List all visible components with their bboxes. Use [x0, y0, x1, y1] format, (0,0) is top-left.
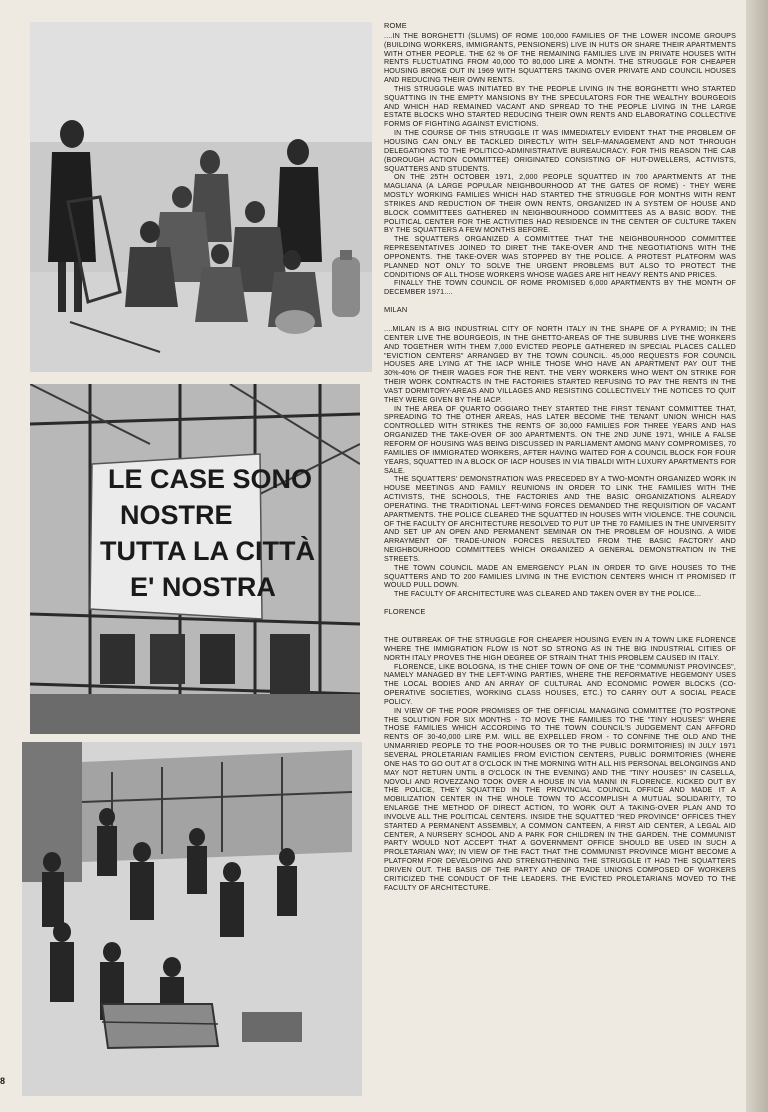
rome-paragraph-2: THIS STRUGGLE WAS INITIATED BY THE PEOPLE LIVING IN THE BORGHETTI WHO STARTED SQUATTING IN THE EMPTY MANSIONS BY THE SPECULATORS FOR THE WEALTHY BOURGEOIS AND WHICH HAD REMAINED VACANT AND SPREAD TO THE PEOPLE LIVING IN THE LARGE ESTATE BLOCKS WHO STARTED REDUCING THEIR OWN RENTS AND ELABORATING COLLECTIVE FORMS OF FIGHTING AGAINST EVICTIONS. — [384, 84, 736, 129]
milan-paragraph-5: THE FACULTY OF ARCHITECTURE WAS CLEARED AND TAKEN OVER BY THE POLICE... — [394, 590, 702, 599]
photo-squatter-family — [30, 22, 372, 372]
rome-paragraph-5: THE SQUATTERS ORGANIZED A COMMITTEE THAT THE NEIGHBOURHOOD COMMITTEE REPRESENTATIVES JOINED TO DIRET THE TAKE-OVER AND THE NEGOTIATIONS WITH THE OPPONENTS. THE TAKE-OVER WAS STOPPED BY THE POLICE. A PROTEST PLATFORM WAS PLANNED NOT ONLY TO SOLVE THE URGENT PROBLEMS BUT ALSO TO PROTECT THE CONDITIONS OF ALL THOSE WORKERS WHOSE WAGES ARE HIT HEAVY RENTS AND PRICES. — [384, 235, 736, 279]
photo-street-crowd — [22, 742, 362, 1096]
banner-line-4: E' NOSTRA — [130, 572, 276, 602]
milan-paragraph-3: THE SQUATTERS' DEMONSTRATION WAS PRECEDED BY A TWO-MONTH ORGANIZED WORK IN HOUSE MEETINGS AND FAMILY REUNIONS IN ORDER TO LINK THE FAMILIES WITH THE ACTIVISTS, THE SCHOOLS, THE FACTORIES AND THE BASIC ORGANIZATIONS ALREADY OPERATING. THE TRADITIONAL LEFT-WING FORCES DEMANDED THE REQUISITION OF VACANT APARTMENTS. THE POLICE CLEARED THE SQUATTED IN HOUSES WITH VIOLENCE. THE COUNCIL OF THE FACULTY OF ARCHITECTURE RESOLVED TO PUT UP THE 70 FAMILIES IN THE UNIVERSITY AND SET UP AN OPEN AND PERMANENT SEMINAR ON THE PROBLEM OF HOUSING. A WIDE ARRAYMENT OF TRADE-UNION FORCES RESULTED FROM THE BASIC FACTORY AND NEIGHBOURHOOD COMMITTEES WHICH ORGANIZED A GENERAL DEMONSTRATION IN THE STREETS. — [384, 475, 736, 563]
rome-paragraph-3: IN THE COURSE OF THIS STRUGGLE IT WAS IMMEDIATELY EVIDENT THAT THE PROBLEM OF HOUSING CAN ONLY BE TACKLED DIRECTLY WITH SELF-MANAGEMENT AND NOT THROUGH DELEGATIONS TO THE POLITICO-ADMINISTRATIVE BUREAUCRACY. FOR THIS REASON THE CAB (BOROUGH ACTION COMMITTEE) ORIGINATED CONSISTING OF HUT-DWELLERS, ACTIVISTS, SQUATTERS AND STUDENTS. — [384, 129, 736, 173]
rome-paragraph-6: FINALLY THE TOWN COUNCIL OF ROME PROMISED 6,000 APARTMENTS BY THE MONTH OF DECEMBER 1971.... — [384, 279, 736, 297]
milan-paragraph-4: THE TOWN COUNCIL MADE AN EMERGENCY PLAN IN ORDER TO GIVE HOUSES TO THE SQUATTERS AND TO 200 FAMILIES LIVING IN THE EVICTION CENTERS WHICH IT PROMISED IT WOULD PULL DOWN. — [384, 563, 736, 590]
banner-line-2: NOSTRE — [120, 500, 233, 530]
article-text-column — [384, 22, 736, 1102]
rome-paragraph-4: ON THE 25TH OCTOBER 1971, 2,000 PEOPLE SQUATTED IN 700 APARTMENTS AT THE MAGLIANA (A LARGE POPULAR NEIGHBOURHOOD AT THE GATES OF ROME) - THEY WERE MOSTLY WORKING FAMILIES WHICH HAD STARTED THE STRUGGLE FOR MONTHS WITH RENT STRIKES AND REDUCTION OF THEIR OWN RENTS, ORGANIZED IN A SYSTEM OF HOUSE AND BLOCK COMMITTEES GATHERED IN NEIGHBOURHOOD COMMITTEES AS A BASIC BODY. THE POLITICAL CENTER FOR THE ACTIVITIES HAD RESIDENCE IN THE CENTER OF CULTURE TAKEN BY THE SQUATTERS A FEW MONTHS BEFORE. — [384, 173, 736, 235]
banner-line-1: LE CASE SONO — [108, 464, 313, 494]
milan-paragraph-2: IN THE AREA OF QUARTO OGGIARO THEY STARTED THE FIRST TENANT COMMITTEE THAT, SPREADING TO THE OTHER AREAS, HAS LATER BECOME THE TENANT UNION WHICH HAS CONTROLLED WITH STRIKES THE RENTS OF 30,000 FAMILIES FOR THREE YEARS AND HAS ORGANIZED THE TAKE-OVER OF 300 APARTMENTS. ON THE 2ND JUNE 1971, WHILE A FALSE REFORM OF HOUSING WAS BEING DISCUSSED IN PARLIAMENT AMONG MANY COMPROMISES, 70 FAMILIES OF IMMIGRATED WORKERS, AFTER HAVING WAITED FOR A COUNCIL BLOCK FOR FOUR YEARS, SQUATTED IN A BLOCK OF IACP HOUSES IN VIA TIBALDI WITH LUXURY APARTMENTS FOR SALE. — [384, 404, 736, 475]
florence-paragraph-1: THE OUTBREAK OF THE STRUGGLE FOR CHEAPER HOUSING EVEN IN A TOWN LIKE FLORENCE WHERE THE IMMIGRATION FLOW IS NOT SO STRONG AS IN THE BIG INDUSTRIAL CITIES OF NORTH ITALY PROVES THE HIGH DEGREE OF STRAIN THAT THIS PROBLEM CAUSED IN ITALY. — [384, 636, 736, 662]
page-number: 8 — [0, 1076, 6, 1086]
milan-paragraph-1: ....MILAN IS A BIG INDUSTRIAL CITY OF NORTH ITALY IN THE SHAPE OF A PYRAMID; IN THE CENTER LIVE THE BOURGEOIS, IN THE GHETTO-AREAS OF THE SUBURBS LIVE THE WORKERS AND TOGETHER WITH THEM 7,000 EVICTED PEOPLE GATHERED IN SPECIAL PLACES CALLED "EVICTION CENTERS" ARRANGED BY THE TOWN COUNCIL. 45,000 REQUESTS FOR COUNCIL HOUSES ARE LYING AT THE IACP WHILE THOSE WHO HAVE AN APARTMENT PAY OUT THE 30%-40% OF THEIR WAGES FOR THE RENT. THE VERY WORKERS WHO WENT ON STRIKE FOR THEIR WORK CONTRACTS IN THE FACTORIES STARTED REFUSING TO PAY THE RENTS IN THE VAST DORMITORY-AREAS AND VILLAGES AND RESISTING COLLECTIVELY THE NOTICES TO QUIT THEY WERE GIVEN BY THE IACP. — [384, 325, 736, 404]
section-heading-milan: MILAN — [384, 305, 408, 315]
photo-protest-banner — [30, 384, 360, 734]
section-heading-florence: FLORENCE — [384, 607, 426, 617]
florence-paragraph-3: IN VIEW OF THE POOR PROMISES OF THE OFFICIAL MANAGING COMMITTEE (TO POSTPONE THE SOLUTION FOR SIX MONTHS - TO MOVE THE FAMILIES TO THE "TINY HOUSES" WHERE THOSE FAMILIES WHICH ACCORDING TO THE TOWN COUNCIL'S JUDGEMENT CAN AFFORD RENTS OF 30-40,000 LIRE P.M. WILL BE EXPELLED FROM - TO CONFINE THE OLD AND THE UNMARRIED PEOPLE TO THE POOR-HOUSES OR TO THE PUBLIC DORMITORIES) IN JULY 1971 SEVERAL PROLETARIAN FAMILIES FROM EVICTION CENTERS, PUBLIC DORMITORIES (WHERE ONE HAS TO GO OUT AT 8 O'CLOCK IN THE MORNING WITH ALL HIS PERSONAL BELONGINGS AND MAY NOT RETURN UNTIL 8 O'CLOCK IN THE EVENING) AND THE "TINY HOUSES" IN CASELLA, NOVOLI AND ROVEZZANO TOOK OVER A HOUSE IN VIA MANNI IN FLORENCE. KICKED OUT BY THE POLICE, THEY SQUATTED IN THE PROVINCIAL COUNCIL OFFICE AND MADE IT A MOBILIZATION CENTER IN THE WHOLE TOWN TO ACCOMPLISH A MUTUAL SOLIDARITY, TO ENLARGE THE METHOD OF DIRECT ACTION, TO WORK OUT A TAKING-OVER PLAN AND TO INVOLVE ALL THE POLITICAL CENTERS. INSIDE THE SQUATTED "RED PROVINCE" OFFICES THEY STARTED A PERMANENT ASSEMBLY, A COMMON CANTEEN, A FIRST AID CENTER, A LEGAL AID CENTER, A NURSERY SCHOOL AND A PARK FOR CHILDREN IN THE GARDEN. THE COMMUNIST PARTY WOULD NOT ACCEPT THAT A GOVERNMENT OFFICE SHOULD BE USED IN SUCH A PROLETARIAN WAY; IN VIEW OF THE FACT THAT THE COMMUNIST PROVINCE MIGHT BECOME A PLATFORM FOR DEVELOPING AND STRENGTHENING THE STRUGGLE IT HAD THE SQUATTERS DRIVEN OUT. THE BASIS OF THE PARTY AND OF TRADE UNIONS COMPOSED OF WORKERS CRITICIZED THE CONDUCT OF THE LEADERS. THE EVICTED PROLETARIANS MOVED TO THE FACULTY OF ARCHITECTURE. — [384, 706, 736, 892]
section-heading-rome: ROME — [384, 21, 407, 30]
binding-edge — [746, 0, 768, 1112]
banner-line-3: TUTTA LA CITTÀ — [100, 536, 315, 566]
rome-paragraph-1: ....IN THE BORGHETTI (SLUMS) OF ROME 100,000 FAMILIES OF THE LOWER INCOME GROUPS (BUILDING WORKERS, IMMIGRANTS, PENSIONERS) LIVE IN HUTS OR SHARE THEIR APARTMENTS WITH OTHER PEOPLE. THE 62 % OF THE REMAINING FAMILIES LIVE IN PRIVATE HOUSES WITH RENTS FLUCTUATING FROM 40,000 TO 80,000 LIRE A MONTH. THE STRUGGLE FOR CHEAPER HOUSING BROKE OUT IN 1969 WITH SQUATTERS TAKING OVER PRIVATE AND COUNCIL HOUSES AND REDUCING THEIR OWN RENTS. — [384, 31, 736, 85]
florence-paragraph-2: FLORENCE, LIKE BOLOGNA, IS THE CHIEF TOWN OF ONE OF THE "COMMUNIST PROVINCES", NAMELY MANAGED BY THE LEFT-WING PARTIES, WHERE THE REFORMATIVE HEGEMONY USES THE LOCAL BODIES AND AN ARRAY OF CULTURAL AND ECONOMIC POWER BLOCKS (CO-OPERATIVE SOCIETIES, WORKING CLASS HOUSES, ETC.) TO CARRY OUT A SOCIAL PEACE POLICY. — [384, 662, 736, 706]
